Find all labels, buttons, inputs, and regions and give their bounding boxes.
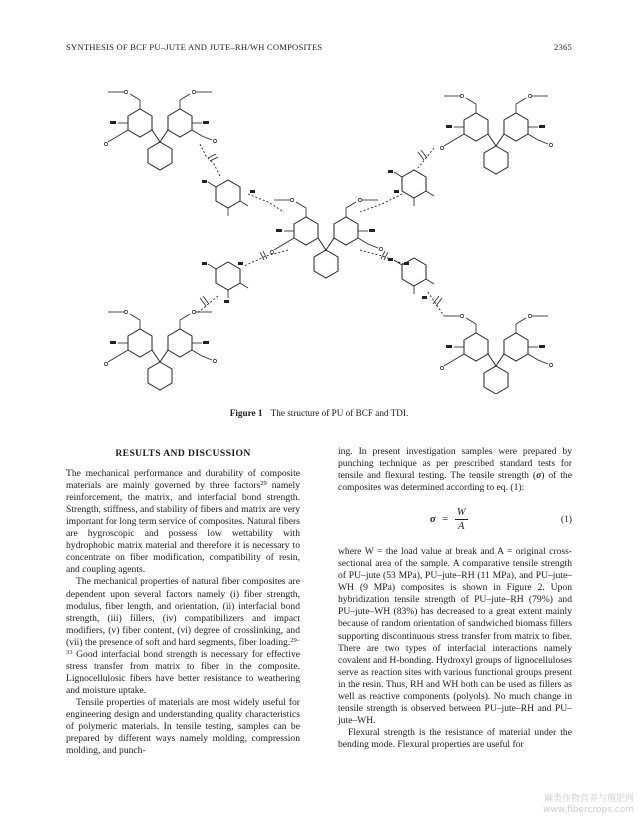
equation-body	[430, 506, 468, 533]
paragraph-4-text-a: ing. In present investigation samples were prepared by punching technique as per prescribed standard tests for tensile and flexural testing. The tensile strength (	[338, 446, 572, 482]
figure-label: Figure 1	[229, 408, 263, 418]
paragraph-2	[66, 576, 300, 696]
watermark-line-1: 麻类作物营养与施肥网	[543, 794, 634, 804]
watermark	[543, 794, 634, 816]
equation-denominator: A	[458, 521, 465, 533]
section-heading: RESULTS AND DISCUSSION	[115, 448, 251, 459]
paragraph-2-text-b: Good interfacial bond strength is necessary for effective stress transfer from matrix to fiber in the composite. Lignocellulosic fibers have better resistance to weathering and moisture uptake.	[66, 648, 300, 696]
figure-caption	[66, 408, 572, 418]
running-header	[66, 42, 572, 52]
paragraph-1-text-b: namely reinforcement, the matrix, and interfacial bond strength. Strength, stiffness, and stability of fibers and matrix are very important for long term service of composites. Natural fibers are hygroscopic and possess low wettability with hydrophobic matrix material and therefore it is necessary to concentrate on fiber modification, compatibility of resin, and coupling agents.	[66, 480, 300, 576]
paragraph-1-text-a: The mechanical performance and durability of composite materials are mainly governed by three factors	[66, 468, 300, 492]
right-column	[338, 446, 572, 751]
equation-1	[338, 504, 572, 538]
paragraph-4	[338, 446, 572, 494]
paragraph-4-text-b: ) of the composites was determined according to eq. (1):	[338, 470, 572, 494]
paragraph-2-text-a: The mechanical properties of natural fiber composites are dependent upon several factors namely (i) fiber strength, modulus, fiber length, and orientation, (ii) interfacial bond strength, (iii) fillers, (iv) compatibilizers and impact modifiers, (v) fiber content, (vi) degree of crosslinking, and (vii) the presence of soft and hard segments, fiber loading.	[66, 576, 300, 648]
running-title: SYNTHESIS OF BCF PU–JUTE AND JUTE–RH/WH COMPOSITES	[66, 42, 323, 52]
equation-lhs: σ	[430, 513, 436, 525]
paragraph-3: Tensile properties of materials are most widely useful for engineering design and understanding quality characteristics of polymeric materials. In tensile testing, samples can be prepared by different ways namely molding, compression molding, and punch-	[66, 696, 300, 757]
equation-numerator: W	[456, 507, 466, 519]
equation-fraction	[455, 506, 468, 533]
paragraph-6: Flexural strength is the resistance of material under the bending mode. Flexural properties are useful for	[338, 726, 572, 750]
pu-structure-diagram	[88, 84, 558, 394]
paragraph-1	[66, 468, 300, 576]
paragraph-5: where W = the load value at break and A = original cross-sectional area of the sample. A comparative tensile strength of PU–jute (53 MPa), PU–jute–RH (11 MPa), and PU–jute–WH (9 MPa) composites is shown in Figure 2. Upon hybridization tensile strength of PU–jute–RH (79%) and PU–jute–WH (83%) has decreased to a great extent mainly because of random orientation of sandwiched biomass fillers supporting discontinuous stress transfer from matrix to fiber. There are two types of interfacial interactions namely covalent and H-bonding. Hydroxyl groups of lignocelluloses serve as reaction sites with various functional groups present in the resin. Thus, RH and WH both can be used as fillers as well as reactive components (polyols). No much change in tensile strength is observed between PU–jute–RH and PU–jute–WH.	[338, 546, 572, 726]
figure-1-structure	[88, 84, 558, 394]
equation-equals: =	[439, 513, 451, 525]
figure-caption-text: The structure of PU of BCF and TDI.	[270, 408, 409, 418]
equation-number: (1)	[560, 514, 572, 526]
watermark-line-2: www.fibercrops.com	[543, 805, 634, 815]
page-number: 2365	[554, 42, 572, 52]
left-column	[66, 446, 300, 757]
citation-29-33: 29–33	[66, 636, 300, 656]
citation-29: 29	[260, 480, 267, 488]
sigma-symbol: σ	[536, 470, 542, 482]
